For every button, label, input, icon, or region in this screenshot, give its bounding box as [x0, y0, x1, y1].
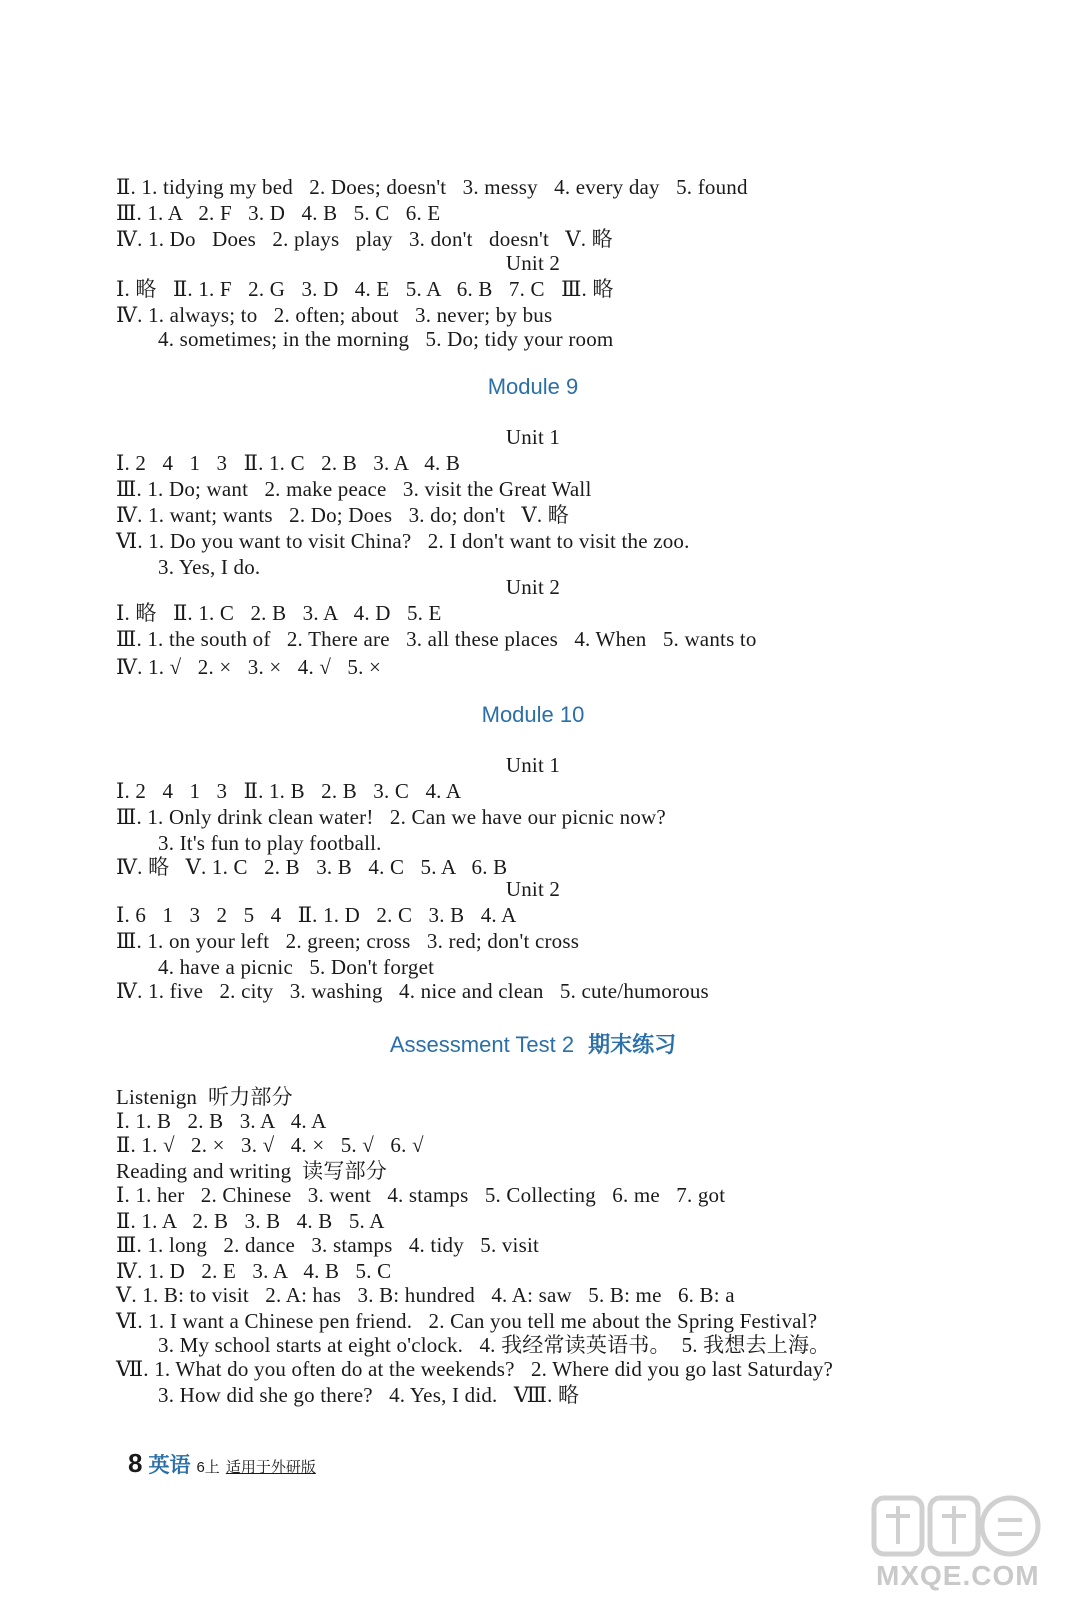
answer-line: Ⅱ. 1. √ 2. × 3. √ 4. × 5. √ 6. √	[116, 1133, 424, 1157]
answer-line: Ⅶ. 1. What do you often do at the weekends? 2. Where did you go last Saturday?	[116, 1357, 834, 1381]
answer-line: Ⅴ. 1. B: to visit 2. A: has 3. B: hundred 4. A: saw 5. B: me 6. B: a	[116, 1283, 735, 1307]
answer-line: Ⅳ. 1. Do Does 2. plays play 3. don't doesn't Ⅴ. 略	[116, 227, 613, 251]
assessment-heading	[0, 1028, 1066, 1059]
answer-line: Ⅲ. 1. the south of 2. There are 3. all these places 4. When 5. wants to	[116, 627, 757, 651]
answer-line: 4. have a picnic 5. Don't forget	[158, 955, 435, 979]
answer-line: Ⅳ. 1. always; to 2. often; about 3. never; by bus	[116, 303, 553, 327]
answer-line: 3. Yes, I do.	[158, 555, 261, 579]
subject-label: 英语	[148, 1454, 191, 1477]
answer-line: Ⅳ. 1. five 2. city 3. washing 4. nice and clean 5. cute/humorous	[116, 979, 709, 1003]
answer-line: 3. How did she go there? 4. Yes, I did. Ⅷ. 略	[158, 1383, 580, 1407]
grade-label: 6上	[196, 1459, 220, 1476]
answer-line: Ⅵ. 1. Do you want to visit China? 2. I don't want to visit the zoo.	[116, 529, 690, 553]
answer-line: Ⅰ. 6 1 3 2 5 4 Ⅱ. 1. D 2. C 3. B 4. A	[116, 903, 517, 927]
answer-line: Ⅲ. 1. A 2. F 3. D 4. B 5. C 6. E	[116, 201, 441, 225]
answer-line: Ⅳ. 1. want; wants 2. Do; Does 3. do; don't Ⅴ. 略	[116, 503, 570, 527]
unit-heading: Unit 2	[505, 575, 561, 599]
answer-line: 3. My school starts at eight o'clock. 4. 我经常读英语书。 5. 我想去上海。	[158, 1333, 831, 1357]
edition-label: 适用于外研版	[225, 1459, 316, 1476]
module-heading: Module 10	[481, 702, 585, 727]
answer-line: Ⅲ. 1. on your left 2. green; cross 3. red; don't cross	[116, 929, 580, 953]
page-footer	[128, 1448, 316, 1479]
answer-line: 4. sometimes; in the morning 5. Do; tidy your room	[158, 327, 614, 351]
watermark-text: MXQE.COM	[876, 1560, 1040, 1591]
answer-line: Ⅰ. 1. B 2. B 3. A 4. A	[116, 1109, 327, 1133]
answer-line: Ⅲ. 1. long 2. dance 3. stamps 4. tidy 5. visit	[116, 1233, 540, 1257]
unit-heading: Unit 2	[505, 251, 561, 275]
module-heading: Module 9	[487, 374, 579, 399]
unit-heading: Unit 1	[505, 753, 561, 777]
assessment-subtitle: 期末练习	[588, 1032, 677, 1057]
assessment-title: Assessment Test 2	[389, 1032, 575, 1057]
section-label: Listenign 听力部分	[116, 1085, 293, 1109]
answer-line: Ⅰ. 略 Ⅱ. 1. F 2. G 3. D 4. E 5. A 6. B 7. C Ⅲ. 略	[116, 277, 614, 301]
answer-line: 3. It's fun to play football.	[158, 831, 382, 855]
answer-line: Ⅱ. 1. tidying my bed 2. Does; doesn't 3. messy 4. every day 5. found	[116, 175, 748, 199]
answer-line: Ⅰ. 1. her 2. Chinese 3. went 4. stamps 5. Collecting 6. me 7. got	[116, 1183, 726, 1207]
answer-line: Ⅱ. 1. A 2. B 3. B 4. B 5. A	[116, 1209, 385, 1233]
unit-heading: Unit 1	[505, 425, 561, 449]
unit-heading: Unit 2	[505, 877, 561, 901]
answer-line: Ⅵ. 1. I want a Chinese pen friend. 2. Can you tell me about the Spring Festival?	[116, 1309, 818, 1333]
answer-line: Ⅳ. 1. √ 2. × 3. × 4. √ 5. ×	[116, 655, 382, 679]
answer-line: Ⅲ. 1. Do; want 2. make peace 3. visit the Great Wall	[116, 477, 592, 501]
answer-line: Ⅳ. 略 Ⅴ. 1. C 2. B 3. B 4. C 5. A 6. B	[116, 855, 508, 879]
answer-line: Ⅰ. 2 4 1 3 Ⅱ. 1. B 2. B 3. C 4. A	[116, 779, 462, 803]
answer-line: Ⅲ. 1. Only drink clean water! 2. Can we have our picnic now?	[116, 805, 666, 829]
answer-line: Ⅳ. 1. D 2. E 3. A 4. B 5. C	[116, 1259, 392, 1283]
section-label: Reading and writing 读写部分	[116, 1159, 387, 1183]
page-number: 8	[128, 1448, 143, 1478]
answer-line: Ⅰ. 略 Ⅱ. 1. C 2. B 3. A 4. D 5. E	[116, 601, 442, 625]
answer-line: Ⅰ. 2 4 1 3 Ⅱ. 1. C 2. B 3. A 4. B	[116, 451, 461, 475]
